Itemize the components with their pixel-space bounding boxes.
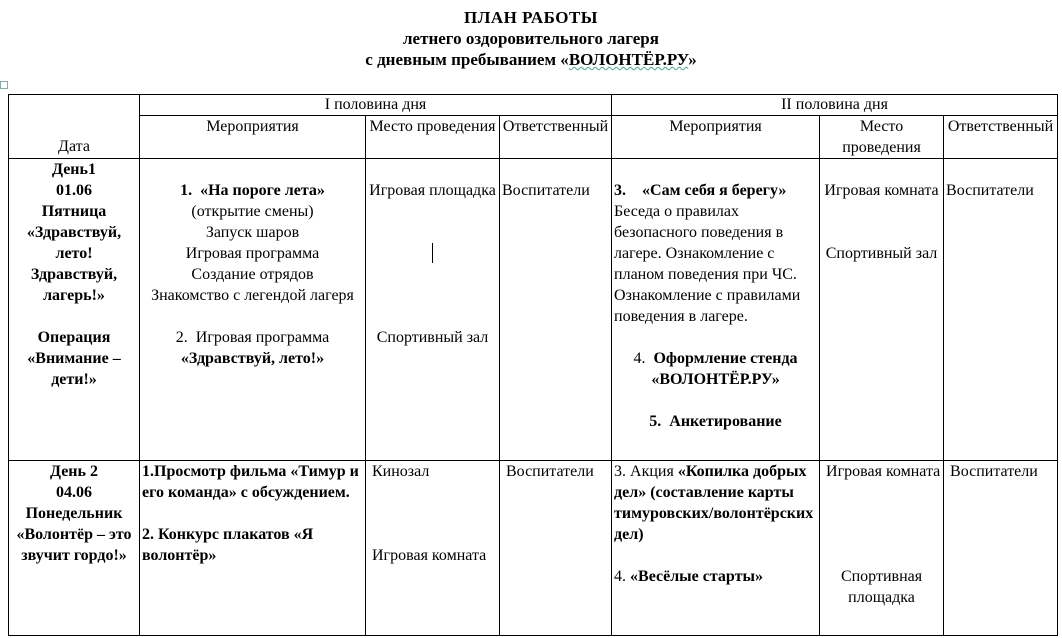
- place-cell-day2-pm: Игровая комната Спортивная площадка: [820, 461, 944, 636]
- place-header-am: Место проведения: [366, 116, 500, 159]
- place-cell-day1-pm: Игровая комната Спортивный зал: [820, 159, 944, 461]
- resp-cell-day1-pm: Воспитатели: [944, 159, 1058, 461]
- resp-cell-day2-am: Воспитатели: [500, 461, 612, 636]
- events-cell-day1-am: 1. «На пороге лета» (открытие смены) Запуск шаров Игровая программа Создание отрядов Знакомство с легендой лагеря 2. Игровая программа «Здравствуй, лето!»: [140, 159, 366, 461]
- events-header-am: Мероприятия: [140, 116, 366, 159]
- first-half-header: I половина дня: [140, 95, 612, 116]
- date-cell-day1: День1 01.06 Пятница «Здравствуй, лето! Здравствуй, лагерь!» Операция «Внимание – дети!»: [9, 159, 140, 461]
- events-cell-day2-pm: 3. Акция «Копилка добрых дел» (составление карты тимуровских/волонтёрских дел) 4. «Весёлые старты»: [612, 461, 820, 636]
- resp-header-pm: Ответственный: [944, 116, 1058, 159]
- resp-cell-day2-pm: Воспитатели: [944, 461, 1058, 636]
- second-half-header: II половина дня: [612, 95, 1058, 116]
- text-cursor: [432, 243, 433, 263]
- events-cell-day1-pm: 3. «Сам себя я берегу» Беседа о правилах безопасного поведения в лагере. Ознакомление с планом поведения при ЧС. Ознакомление с правилами поведения в лагере. 4. Оформление стенда «ВОЛОНТЁР.РУ» 5. Анкетирование: [612, 159, 820, 461]
- place-cell-day2-am: Кинозал Игровая комната: [366, 461, 500, 636]
- plan-subtitle-camp: с дневным пребыванием «ВОЛОНТЁР.РУ»: [365, 50, 697, 69]
- camp-name: ВОЛОНТЁР.РУ: [568, 50, 689, 69]
- date-header: Дата: [9, 95, 140, 159]
- date-cell-day2: День 2 04.06 Понедельник «Волонтёр – это звучит гордо!»: [9, 461, 140, 636]
- resp-header-am: Ответственный: [500, 116, 612, 159]
- place-header-pm: Место проведения: [820, 116, 944, 159]
- resp-cell-day1-am: Воспитатели: [500, 159, 612, 461]
- table-row: [9, 159, 1058, 461]
- place-cell-day1-am: Игровая площадка Спортивный зал: [366, 159, 500, 461]
- schedule-table: [8, 94, 1058, 636]
- table-move-handle[interactable]: [0, 81, 8, 89]
- plan-title: ПЛАН РАБОТЫ: [463, 8, 598, 27]
- events-cell-day2-am: 1.Просмотр фильма «Тимур и его команда» с обсуждением. 2. Конкурс плакатов «Я волонтёр»: [140, 461, 366, 636]
- events-header-pm: Мероприятия: [612, 116, 820, 159]
- table-row: [9, 461, 1058, 636]
- plan-subtitle: летнего оздоровительного лагеря: [403, 29, 659, 48]
